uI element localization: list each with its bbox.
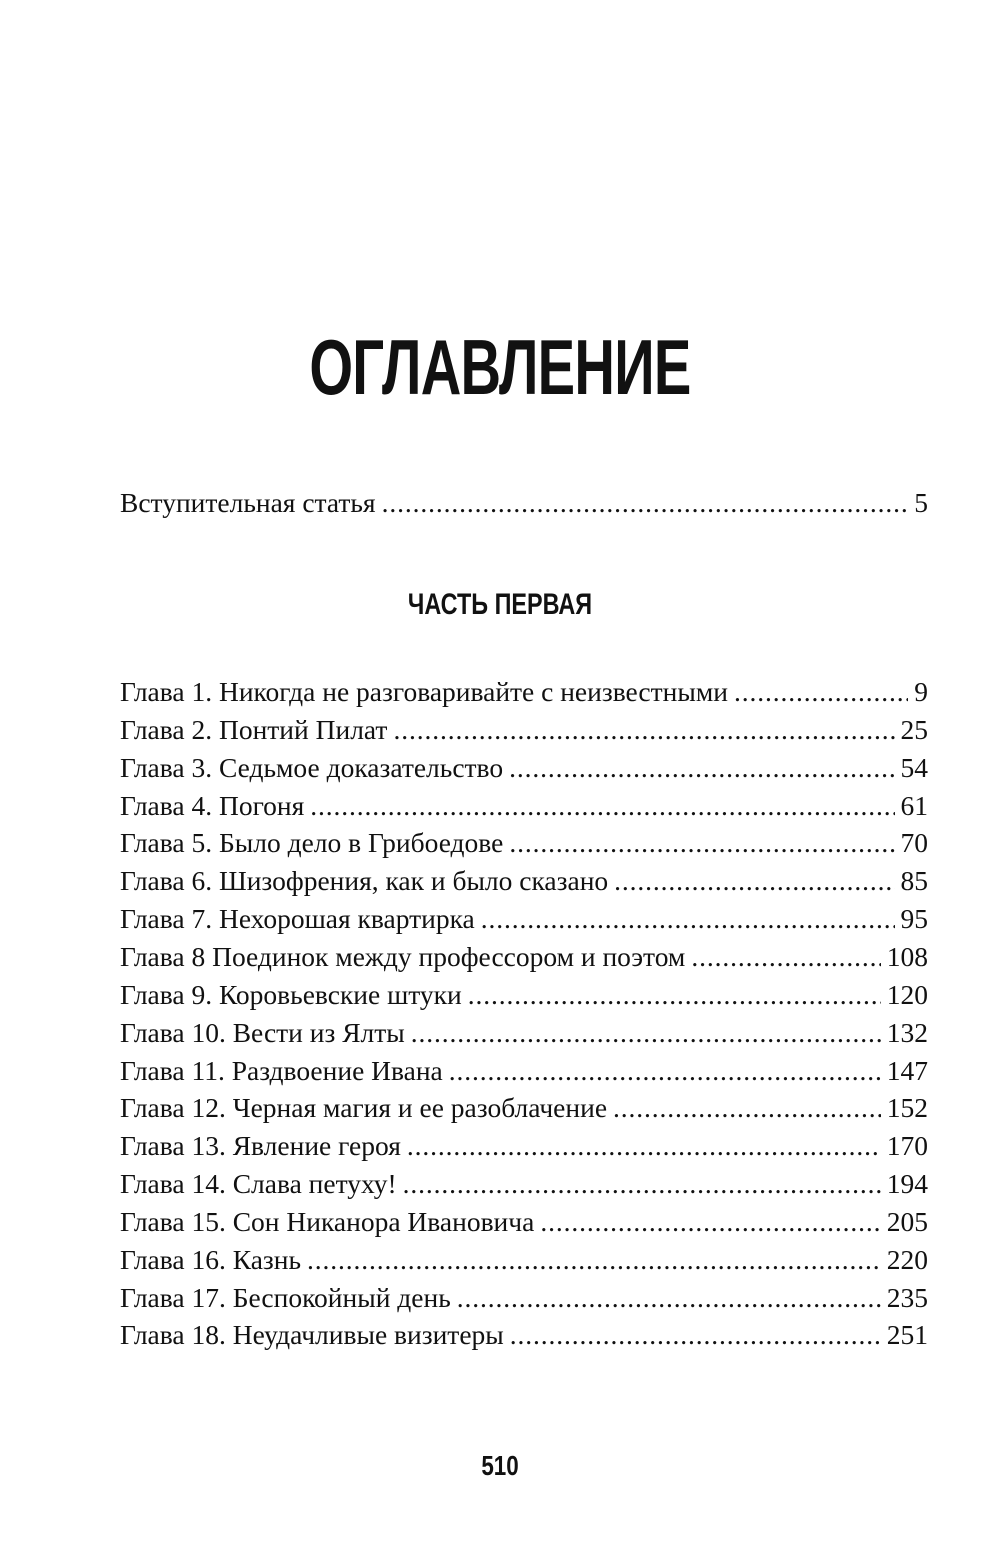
leader-dots (307, 1242, 881, 1278)
toc-entry-intro (120, 485, 928, 521)
toc-entry-label: Вступительная статья (120, 487, 376, 518)
toc-entry-page: 132 (886, 1016, 928, 1048)
part-heading: ЧАСТЬ ПЕРВАЯ (407, 588, 593, 621)
toc-entry-label: Глава 11. Раздвоение Ивана (120, 1054, 443, 1086)
toc-entry (120, 788, 928, 824)
leader-dots (449, 1053, 881, 1089)
leader-dots (310, 788, 894, 824)
toc-entry (120, 1128, 928, 1164)
toc-entry-page: 25 (900, 713, 928, 745)
toc-entry-page: 61 (900, 789, 928, 821)
toc-entry-page: 205 (886, 1205, 928, 1237)
toc-entry (120, 750, 928, 786)
toc-entry-label: Глава 14. Слава петуху! (120, 1168, 397, 1200)
toc-entry-page: 9 (914, 676, 928, 707)
toc-entry-label: Глава 9. Коровьевские штуки (120, 978, 462, 1010)
toc-entry (120, 1204, 928, 1240)
leader-dots (411, 1015, 881, 1051)
toc-entry-label: Глава 17. Беспокойный день (120, 1281, 451, 1313)
toc-entry-page: 220 (886, 1243, 928, 1275)
toc-entry (120, 1280, 928, 1316)
leader-dots (457, 1280, 881, 1316)
toc-entry-label: Глава 15. Сон Никанора Ивановича (120, 1205, 535, 1237)
toc-entry-label: Глава 16. Казнь (120, 1243, 302, 1275)
leader-dots (510, 1317, 881, 1353)
leader-dots (481, 901, 895, 937)
leader-dots (382, 485, 909, 521)
toc-entry-page: 5 (914, 487, 928, 518)
toc-entry-label: Глава 1. Никогда не разговаривайте с неизвестными (120, 676, 728, 707)
toc-entry-page: 54 (900, 751, 928, 783)
toc-entry (120, 1090, 928, 1126)
toc-entry (120, 939, 928, 975)
toc-entry-label: Глава 13. Явление героя (120, 1130, 401, 1162)
toc-entry-label: Глава 8 Поединок между профессором и поэтом (120, 940, 686, 972)
leader-dots (468, 977, 881, 1013)
toc-entry-page: 147 (886, 1054, 928, 1086)
leader-dots (393, 712, 894, 748)
toc-entry (120, 863, 928, 899)
toc-entry-label: Глава 6. Шизофрения, как и было сказано (120, 865, 609, 897)
toc-entry-page: 152 (886, 1092, 928, 1124)
toc-entry (120, 901, 928, 937)
toc-entry-page: 194 (886, 1168, 928, 1200)
toc-entry-label: Глава 10. Вести из Ялты (120, 1016, 405, 1048)
toc-entry-page: 85 (900, 865, 928, 897)
toc-entry (120, 1015, 928, 1051)
leader-dots (691, 939, 880, 975)
page-number: 510 (481, 1450, 519, 1481)
toc-entry (120, 1317, 928, 1353)
toc-entry (120, 712, 928, 748)
toc-entry-page: 235 (886, 1281, 928, 1313)
toc-entry-page: 120 (886, 978, 928, 1010)
leader-dots (540, 1204, 880, 1240)
toc-entry-label: Глава 5. Было дело в Грибоедове (120, 827, 504, 859)
toc-entry-page: 170 (886, 1130, 928, 1162)
toc-entry-label: Глава 2. Понтий Пилат (120, 713, 388, 745)
leader-dots (614, 863, 894, 899)
toc-entry (120, 1242, 928, 1278)
leader-dots (509, 825, 894, 861)
toc-entry (120, 825, 928, 861)
toc-entry (120, 1053, 928, 1089)
leader-dots (613, 1090, 881, 1126)
leader-dots (407, 1128, 881, 1164)
leader-dots (734, 674, 908, 710)
toc-entry-label: Глава 12. Черная магия и ее разоблачение (120, 1092, 608, 1124)
toc-entry-page: 70 (900, 827, 928, 859)
toc-entry-page: 108 (886, 940, 928, 972)
toc-entry (120, 674, 928, 710)
leader-dots (403, 1166, 881, 1202)
leader-dots (509, 750, 894, 786)
toc-entry (120, 977, 928, 1013)
toc-entry-page: 251 (886, 1319, 928, 1351)
toc-entry-page: 95 (900, 903, 928, 935)
toc-entry (120, 1166, 928, 1202)
toc-entry-label: Глава 7. Нехорошая квартирка (120, 903, 475, 935)
toc-entry-label: Глава 3. Седьмое доказательство (120, 751, 504, 783)
page-title: ОГЛАВЛЕНИЕ (309, 323, 691, 411)
toc-entry-label: Глава 4. Погоня (120, 789, 305, 821)
toc-entry-label: Глава 18. Неудачливые визитеры (120, 1319, 504, 1351)
